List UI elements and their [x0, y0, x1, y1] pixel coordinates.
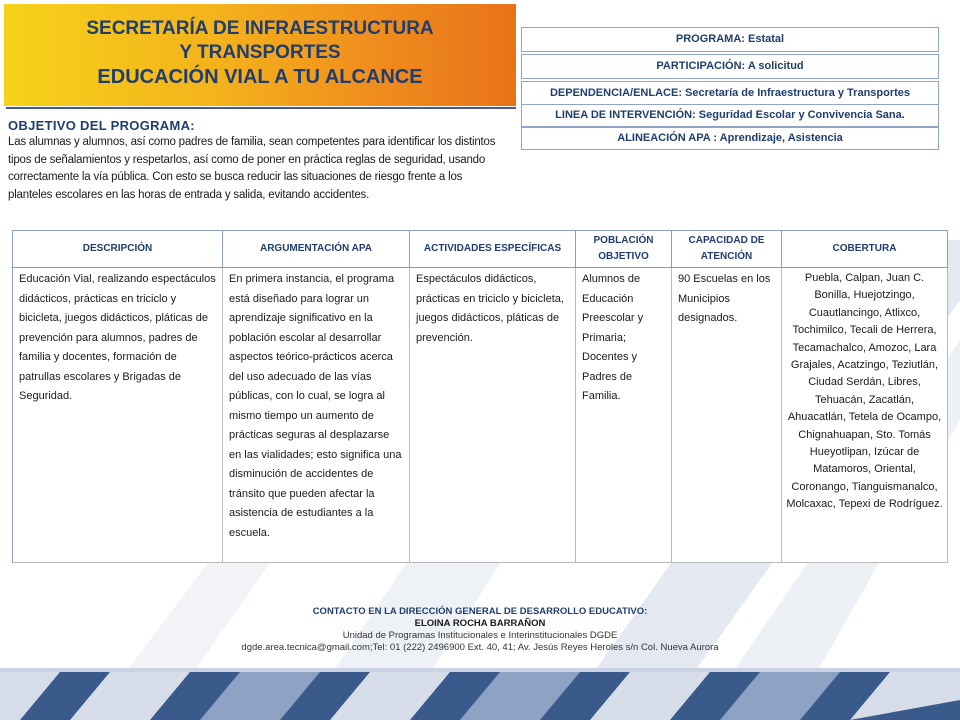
- header-descripcion: DESCRIPCIÓN: [13, 231, 223, 268]
- cell-actividades: Espectáculos didácticos, prácticas en triciclo y bicicleta, juegos didácticos, pláticas de prevención.: [410, 268, 576, 563]
- header-actividades: ACTIVIDADES ESPECÍFICAS: [410, 231, 576, 268]
- cell-argumentacion: En primera instancia, el programa está diseñado para lograr un aprendizaje significativo en la población escolar al desarrollar aspectos teórico-prácticos acerca del uso adecuado de las vías públicas, con lo cual, se logra al mismo tiempo un aumento de prácticas seguras al desplazarse en las vialidades; esto significa una disminución de accidentes de tránsito que pueden afectar la asistencia de estudiantes a la escuela.: [223, 268, 410, 563]
- header-poblacion: POBLACIÓN OBJETIVO: [576, 231, 672, 268]
- cell-cobertura: Puebla, Calpan, Juan C. Bonilla, Huejotzingo, Cuautlancingo, Atlixco, Tochimilco, Tecali de Herrera, Tecamachalco, Amozoc, Lara Grajales, Acatzingo, Teziutlán, Ciudad Serdán, Libres, Tehuacán, Zacatlán, Ahuacatlán, Tetela de Ocampo, Chignahuapan, Sto. Tomás Hueyotlipan, Izúcar de Matamoros, Oriental, Coronango, Tianguismanalco, Molcaxac, Tepexi de Rodríguez.: [782, 268, 948, 563]
- objective-section: [8, 118, 502, 204]
- dependencia-box: DEPENDENCIA/ENLACE: Secretaría de Infraestructura y Transportes: [521, 81, 939, 106]
- linea-intervencion-box: LINEA DE INTERVENCIÓN: Seguridad Escolar y Convivencia Sana.: [521, 104, 939, 127]
- programa-box: PROGRAMA: Estatal: [521, 27, 939, 52]
- title-line-2: Y TRANSPORTES: [179, 42, 341, 63]
- cell-descripcion: Educación Vial, realizando espectáculos didácticos, prácticas en triciclo y bicicleta, juegos didácticos, pláticas de prevención para alumnos, padres de familia y docentes, formación de patrullas escolares y Brigadas de Seguridad.: [13, 268, 223, 563]
- title-line-3: EDUCACIÓN VIAL A TU ALCANCE: [97, 66, 423, 88]
- title-banner: [4, 4, 516, 106]
- contact-name: ELOINA ROCHA BARRAÑON: [414, 618, 546, 629]
- contact-unit: Unidad de Programas Institucionales e Interinstitucionales DGDE: [342, 630, 618, 641]
- table-header-row: [13, 231, 948, 268]
- header-argumentacion: ARGUMENTACIÓN APA: [223, 231, 410, 268]
- alineacion-box: ALINEACIÓN APA : Aprendizaje, Asistencia: [521, 127, 939, 150]
- contact-details[interactable]: dgde.area.tecnica@gmail.com;Tel: 01 (222) 2496900 Ext. 40, 41; Av. Jesús Reyes Heroles s/n Col. Nueva Aurora: [241, 642, 719, 653]
- header-capacidad: CAPACIDAD DE ATENCIÓN: [672, 231, 782, 268]
- header-cobertura: COBERTURA: [782, 231, 948, 268]
- objective-text: Las alumnas y alumnos, así como padres de familia, sean competentes para identificar los distintos tipos de señalamientos y respetarlos, así como de poner en práctica reglas de seguridad, usando correctamente la vía pública. Con esto se busca reducir las situaciones de riesgo frente a los planteles escolares en las horas de entrada y salida, evitando accidentes.: [8, 136, 496, 201]
- title-line-1: SECRETARÍA DE INFRAESTRUCTURA: [86, 18, 434, 39]
- cell-poblacion: Alumnos de Educación Preescolar y Primaria; Docentes y Padres de Familia.: [576, 268, 672, 563]
- participacion-box: PARTICIPACIÓN: A solicitud: [521, 54, 939, 79]
- cell-capacidad: 90 Escuelas en los Municipios designados.: [672, 268, 782, 563]
- table-row: [13, 268, 948, 563]
- program-table: [12, 230, 948, 563]
- objective-heading: OBJETIVO DEL PROGRAMA:: [8, 118, 195, 133]
- title-underline: [6, 107, 516, 109]
- contact-section: [0, 605, 960, 654]
- contact-heading: CONTACTO EN LA DIRECCIÓN GENERAL DE DESARROLLO EDUCATIVO:: [312, 606, 648, 617]
